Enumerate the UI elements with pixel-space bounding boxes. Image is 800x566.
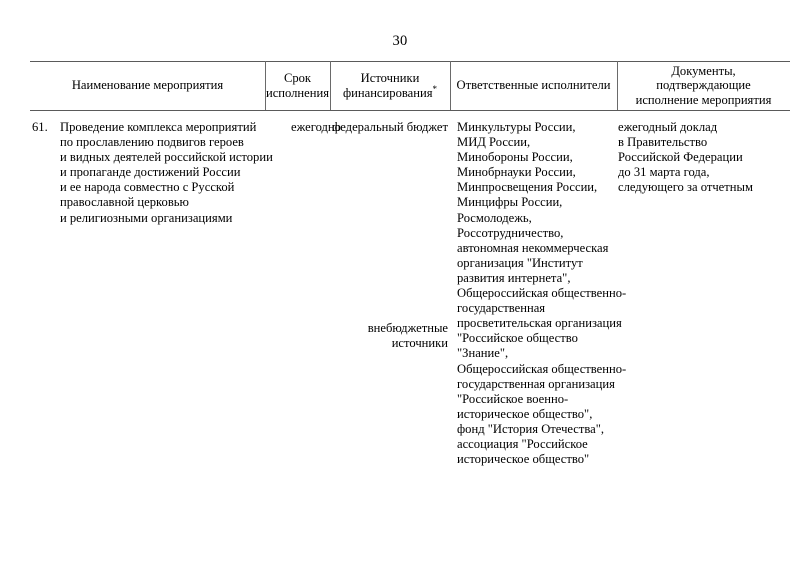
column-header-documents-line-3: исполнение мероприятия (635, 92, 772, 107)
column-header-name-line-1: Наименование мероприятия (71, 78, 224, 93)
responsible-line-18: государственная организация (457, 376, 615, 391)
responsible-line-3: Минобороны России, (457, 150, 573, 165)
activity-name-line-1: Проведение комплекса мероприятий (60, 120, 257, 134)
responsible-line-8: Россотрудничество, (457, 225, 564, 240)
responsible-line-14: просветительская организация (457, 316, 622, 331)
column-header-responsible-line-1: Ответственные исполнители (456, 78, 611, 93)
cell-activity-name (60, 120, 284, 226)
documents-line-5: следующего за отчетным (618, 180, 753, 195)
activity-name-line-6: православной церковью (60, 195, 189, 210)
activity-name-line-5: и ее народа совместно с Русской (60, 180, 235, 195)
row-number (32, 120, 58, 135)
responsible-line-15: "Российское общество (457, 331, 578, 346)
term-line-1: ежегодно (291, 120, 341, 134)
responsible-line-23: историческое общество" (457, 452, 590, 467)
page-number: 30 (392, 33, 408, 49)
activity-name-line-2: по прославлению подвигов героев (60, 135, 244, 150)
responsible-line-9: автономная некоммерческая (457, 240, 609, 255)
cell-funding-primary (330, 120, 448, 135)
responsible-line-12: Общероссийская общественно- (457, 286, 627, 301)
column-header-funding-line-2 (342, 83, 438, 101)
column-header-responsible (450, 61, 617, 110)
activity-name-line-4: и пропаганде достижений России (60, 165, 241, 180)
table-header-row (30, 61, 790, 110)
column-header-term (265, 61, 330, 110)
column-header-term-line-1: Срок (283, 70, 312, 85)
documents-line-1: ежегодный доклад (618, 120, 718, 134)
row-number-text: 61. (32, 120, 48, 134)
footnote-asterisk: * (432, 83, 438, 94)
column-header-name (30, 61, 265, 110)
responsible-line-7: Росмолодежь, (457, 210, 532, 225)
cell-documents (618, 120, 800, 195)
documents-line-2: в Правительство (618, 135, 708, 150)
column-header-documents-line-2: подтверждающие (656, 78, 751, 93)
column-header-term-line-2: исполнения (265, 85, 330, 100)
column-header-documents (617, 61, 790, 110)
responsible-line-21: фонд "История Отечества", (457, 421, 605, 436)
column-header-funding (330, 61, 450, 110)
column-header-documents-line-1: Документы, (671, 63, 736, 78)
table-header-bottom-border (30, 110, 790, 111)
funding-primary-line-1: федеральный бюджет (332, 120, 448, 134)
responsible-line-20: историческое общество", (457, 406, 593, 421)
responsible-line-5: Минпросвещения России, (457, 180, 598, 195)
responsible-line-22: ассоциация "Российское (457, 436, 588, 451)
cell-funding-secondary (330, 321, 448, 351)
cell-responsible (457, 120, 635, 467)
activity-name-line-7: и религиозными организациями (60, 210, 233, 225)
responsible-line-19: "Российское военно- (457, 391, 569, 406)
activity-name-line-3: и видных деятелей российской истории (60, 150, 273, 165)
responsible-line-17: Общероссийская общественно- (457, 361, 627, 376)
responsible-line-11: развития интернета", (457, 270, 571, 285)
responsible-line-6: Минцифры России, (457, 195, 563, 210)
documents-line-4: до 31 марта года, (618, 165, 710, 180)
documents-line-3: Российской Федерации (618, 150, 743, 165)
responsible-line-16: "Знание", (457, 346, 509, 361)
responsible-line-4: Минобрнауки России, (457, 165, 576, 180)
responsible-line-1: Минкультуры России, (457, 120, 576, 134)
responsible-line-2: МИД России, (457, 135, 531, 150)
funding-secondary-line-2: источники (391, 336, 448, 351)
funding-secondary-line-1: внебюджетные (367, 321, 448, 335)
responsible-line-10: организация "Институт (457, 255, 583, 270)
responsible-line-13: государственная (457, 301, 546, 316)
column-header-funding-line-1: Источники (360, 70, 420, 85)
column-header-funding-line-2-text: финансирования (342, 85, 433, 100)
